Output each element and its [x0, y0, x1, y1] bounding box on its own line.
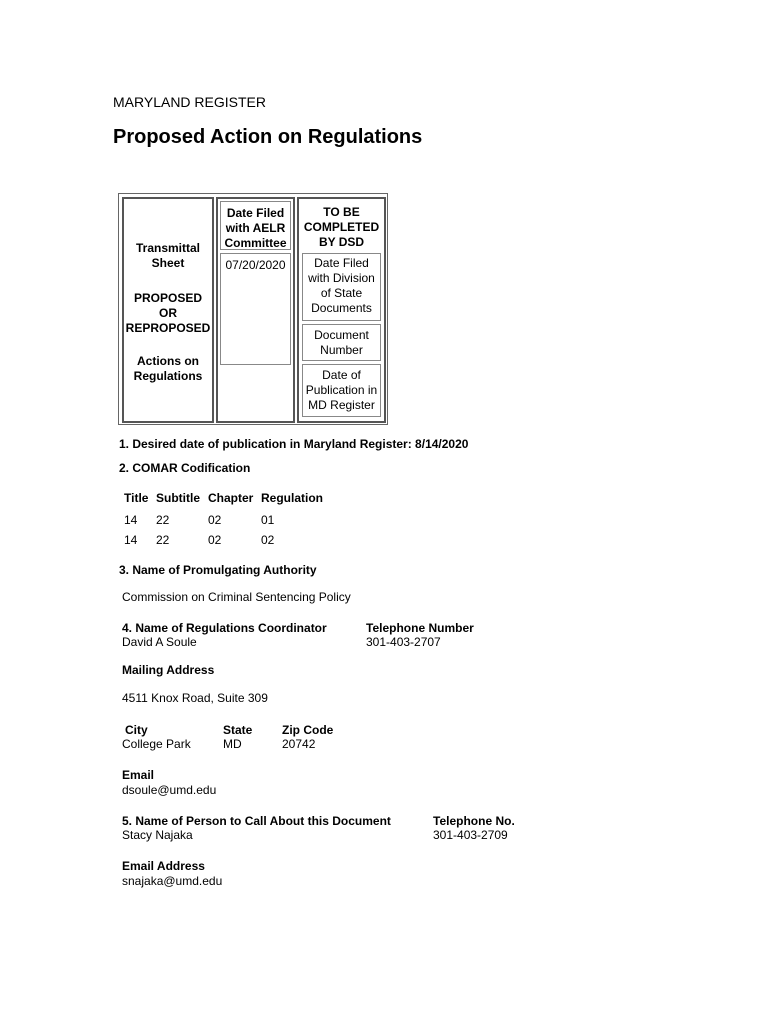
email-address-value: snajaka@umd.edu: [122, 874, 223, 888]
dsd-field-line: of State: [320, 286, 363, 300]
contact-name: Stacy Najaka: [122, 828, 193, 842]
transmittal-line: Actions on: [137, 354, 199, 368]
zip-label: Zip Code: [282, 723, 334, 737]
comar-cell: 01: [261, 513, 275, 527]
transmittal-sheet-cell: [122, 197, 214, 423]
telephone-no-label: Telephone No.: [433, 814, 515, 828]
comar-cell: 22: [156, 533, 170, 547]
proposed-label: [122, 291, 214, 336]
city-label: City: [125, 723, 148, 737]
transmittal-line: REPROPOSED: [125, 321, 211, 335]
comar-cell: 22: [156, 513, 170, 527]
section-3-authority: 3. Name of Promulgating Authority: [119, 563, 317, 577]
aelr-date: 07/20/2020: [225, 258, 286, 272]
dsd-date-filed-field: [302, 253, 381, 321]
mailing-address-label: Mailing Address: [122, 663, 215, 677]
dsd-publication-date-field: [302, 364, 381, 417]
section-5-contact: 5. Name of Person to Call About this Document: [122, 814, 391, 828]
state-value: MD: [223, 737, 242, 751]
telephone-no-value: 301-403-2709: [433, 828, 508, 842]
transmittal-line: PROPOSED: [133, 291, 202, 305]
comar-header-subtitle: Subtitle: [156, 491, 200, 505]
aelr-cell: [216, 197, 295, 423]
section-4-coordinator: 4. Name of Regulations Coordinator: [122, 621, 327, 635]
transmittal-line: Regulations: [133, 369, 203, 383]
promulgating-authority: Commission on Criminal Sentencing Policy: [122, 590, 351, 604]
dsd-header-line: COMPLETED: [303, 220, 380, 234]
section-2-comar: 2. COMAR Codification: [119, 461, 251, 475]
section-1-publication-date: 1. Desired date of publication in Maryland Register: 8/14/2020: [119, 437, 469, 451]
comar-header-title: Title: [124, 491, 149, 505]
transmittal-label: [124, 241, 212, 271]
dsd-field-line: with Division: [308, 271, 375, 285]
coordinator-name: David A Soule: [122, 635, 197, 649]
transmittal-line: Sheet: [151, 256, 185, 270]
email-label: Email: [122, 768, 155, 782]
state-label: State: [223, 723, 253, 737]
dsd-cell: [297, 197, 386, 423]
comar-cell: 02: [208, 513, 222, 527]
comar-header-regulation: Regulation: [261, 491, 323, 505]
aelr-header-line: Date Filed: [226, 206, 285, 220]
register-header: MARYLAND REGISTER: [113, 94, 266, 110]
dsd-field-line: Number: [320, 343, 363, 357]
comar-cell: 14: [124, 533, 138, 547]
dsd-field-line: Date of: [322, 368, 361, 382]
email-address-label: Email Address: [122, 859, 205, 873]
dsd-field-line: MD Register: [308, 398, 375, 412]
city-value: College Park: [122, 737, 191, 751]
dsd-field-line: Document: [314, 328, 369, 342]
aelr-date-cell: [220, 253, 291, 365]
transmittal-box: [118, 193, 388, 425]
dsd-header-line: TO BE: [323, 205, 360, 219]
dsd-document-number-field: [302, 324, 381, 361]
comar-cell: 14: [124, 513, 138, 527]
page-title: Proposed Action on Regulations: [113, 126, 423, 148]
transmittal-line: Transmittal: [135, 241, 201, 255]
dsd-field-line: Publication in: [305, 383, 378, 397]
dsd-field-line: Documents: [311, 301, 372, 315]
aelr-header-line: Committee: [224, 236, 287, 250]
aelr-header-line: with AELR: [225, 221, 286, 235]
comar-cell: 02: [261, 533, 275, 547]
comar-cell: 02: [208, 533, 222, 547]
dsd-header-line: BY DSD: [318, 235, 365, 249]
mailing-address-value: 4511 Knox Road, Suite 309: [122, 691, 268, 705]
actions-label: [124, 354, 212, 384]
aelr-header: [220, 201, 291, 250]
zip-value: 20742: [282, 737, 316, 751]
telephone-label: Telephone Number: [366, 621, 474, 635]
telephone-value: 301-403-2707: [366, 635, 441, 649]
email-value: dsoule@umd.edu: [122, 783, 217, 797]
dsd-header: [299, 205, 384, 250]
transmittal-line: OR: [159, 306, 177, 320]
dsd-field-line: Date Filed: [314, 256, 369, 270]
comar-header-chapter: Chapter: [208, 491, 254, 505]
